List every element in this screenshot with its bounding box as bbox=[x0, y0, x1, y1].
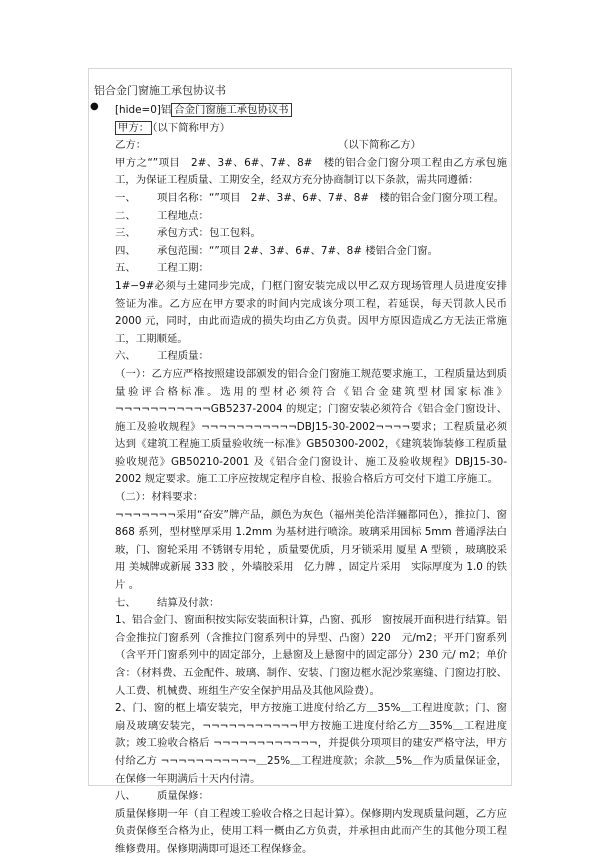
heading-prefix: [hide=0]铝 bbox=[115, 104, 172, 116]
party-a-label: 甲方： bbox=[115, 121, 152, 135]
item-num: 六、 bbox=[115, 350, 136, 363]
period-paragraph: 1#−9#必须与土建同步完成，门框门窗安装完成以甲乙双方现场管理人员进度安排签证为准。乙方应在甲方要求的时间内完成该分项工程，若延误，每天罚款人民币 2000 元，同时，由此而造成的损失均由乙方负责。因甲方原因造成乙方无法正常施工，工期顺延。 bbox=[115, 279, 507, 345]
item-text: 结算及付款： bbox=[157, 596, 220, 609]
item-text: 质量保修： bbox=[157, 790, 209, 803]
document-title: 铝合金门窗施工承包协议书 bbox=[94, 84, 226, 97]
item-text: 项目名称：“”项目 2#、3#、6#、7#、8# 楼的铝合金门窗分项工程。 bbox=[157, 191, 505, 204]
party-b-note: （以下简称乙方） bbox=[337, 139, 421, 152]
material-paragraph: ¬¬¬¬¬¬¬采用“奋安”牌产品，颜色为灰色（福州美伦浩洋骊都同色），推拉门、窗 868 系列，型材壁厚采用 1.2mm 为基材进行喷涂。玻璃采用国标 5mm 普通浮法白玻，门、窗轮采用 不锈钢专用轮 ，质量要优质，月牙锁采用 厦星 A 型锁 ，玻璃胶采用 美城牌或新展 333 胶 ，外墙胶采用 亿力牌 ，固定片采用 实际厚度为 1.0 的铁片 。 bbox=[115, 508, 507, 592]
bullet-icon: ● bbox=[90, 101, 99, 112]
settlement-paragraph-1: 1、铝合金门、窗面积按实际安装面积计算，凸窗、孤形 窗按展开面积进行结算。铝合金推拉门窗系列（含推拉门窗系列中的异型、凸窗）220 元/m2；平开门窗系列（含平开门窗系列中的固定部分，上悬窗及上悬窗中的固定部分）230 元/ m2；单价含：（材料费、五金配件、玻璃、制作、安装、门窗边框水泥沙浆塞缝、门窗边打胶、人工费、机械费、班组生产安全保护用品及其他风险费）。 bbox=[115, 614, 507, 697]
item-num: 八、 bbox=[115, 790, 136, 803]
item-text: 工程工期： bbox=[157, 262, 209, 275]
item-text: 承包方式：包工包料。 bbox=[157, 227, 261, 240]
settlement-heading bbox=[115, 595, 507, 613]
item-1 bbox=[115, 190, 507, 208]
item-2 bbox=[115, 208, 507, 226]
item-num: 三、 bbox=[115, 227, 136, 240]
settlement-paragraph-2: 2、门、窗的框上墙安装完，甲方按施工进度付给乙方＿35%＿工程进度款；门、窗扇及玻璃安装完，¬¬¬¬¬¬¬¬¬¬¬甲方按施工进度付给乙方＿35%＿工程进度款；竣工验收合格后 ¬¬¬¬¬¬¬¬¬¬¬¬，并提供分项项目的建安严格守法，甲方付给乙方 ¬¬¬¬¬¬¬¬¬¬¬＿25%＿工程进度款；余款＿5%＿作为质量保证金，在保修一年期满后十天内付清。 bbox=[115, 702, 507, 785]
item-text: 承包范围：“”项目 2#、3#、6#、7#、8# 楼铝合金门窗。 bbox=[157, 244, 438, 257]
item-4 bbox=[115, 243, 507, 261]
party-b-label: 乙方： bbox=[115, 139, 147, 152]
item-num: 二、 bbox=[115, 209, 136, 222]
quality-paragraph: （一）：乙方应严格按照建设部颁发的铝合金门窗施工规范要求施工，工程质量达到质量验评合格标准。选用的型材必须符合《铝合金建筑型材国家标准》¬¬¬¬¬¬¬¬¬¬¬GB5237-2004 的规定；门窗安装必须符合《铝合金门窗设计、施工及验收规程》¬¬¬¬¬¬¬¬¬¬¬DBJ15-30-2002¬¬¬¬要求；工程质量必须达到《建筑工程施工质量验收统一标准》GB50300-2002，《建筑装饰装修工程质量验收规范》GB50210-2001 及《铝合金门窗设计、施工及验收规程》DBJ15-30-2002 规定要求。施工工序应按规定程序自检、报验合格后方可交付下道工序施工。 bbox=[115, 367, 507, 486]
quality-heading bbox=[115, 348, 507, 366]
heading-line bbox=[115, 102, 507, 120]
item-text: 工程质量： bbox=[157, 350, 209, 363]
item-5 bbox=[115, 260, 507, 278]
material-heading: （二）：材料要求： bbox=[115, 491, 204, 504]
item-text: 工程地点： bbox=[157, 209, 209, 222]
document-body bbox=[115, 102, 507, 859]
item-num: 五、 bbox=[115, 262, 136, 275]
item-3 bbox=[115, 225, 507, 243]
party-a-line bbox=[115, 120, 507, 138]
heading-boxed-title: 合金门窗施工承包协议书 bbox=[171, 103, 291, 117]
item-num: 一、 bbox=[115, 191, 136, 204]
item-num: 四、 bbox=[115, 244, 136, 257]
warranty-paragraph: 质量保修期一年（自工程竣工验收合格之日起计算）。保修期内发现质量问题，乙方应负责保修至合格为止，使用工料一概由乙方负责，并承担由此而产生的其他分项工程维修费用。保修期满即可退还工程保修金。 bbox=[115, 807, 507, 855]
party-b-line bbox=[115, 137, 507, 155]
intro-paragraph: 甲方之“”项目 2#、3#、6#、7#、8# 楼的铝合金门窗分项工程由乙方承包施工，为保证工程质量、工期安全，经双方充分协商制订以下条款，需共同遵循： bbox=[115, 156, 507, 187]
party-a-note: （以下简称甲方） bbox=[152, 121, 231, 134]
warranty-heading bbox=[115, 788, 507, 806]
item-num: 七、 bbox=[115, 596, 136, 609]
